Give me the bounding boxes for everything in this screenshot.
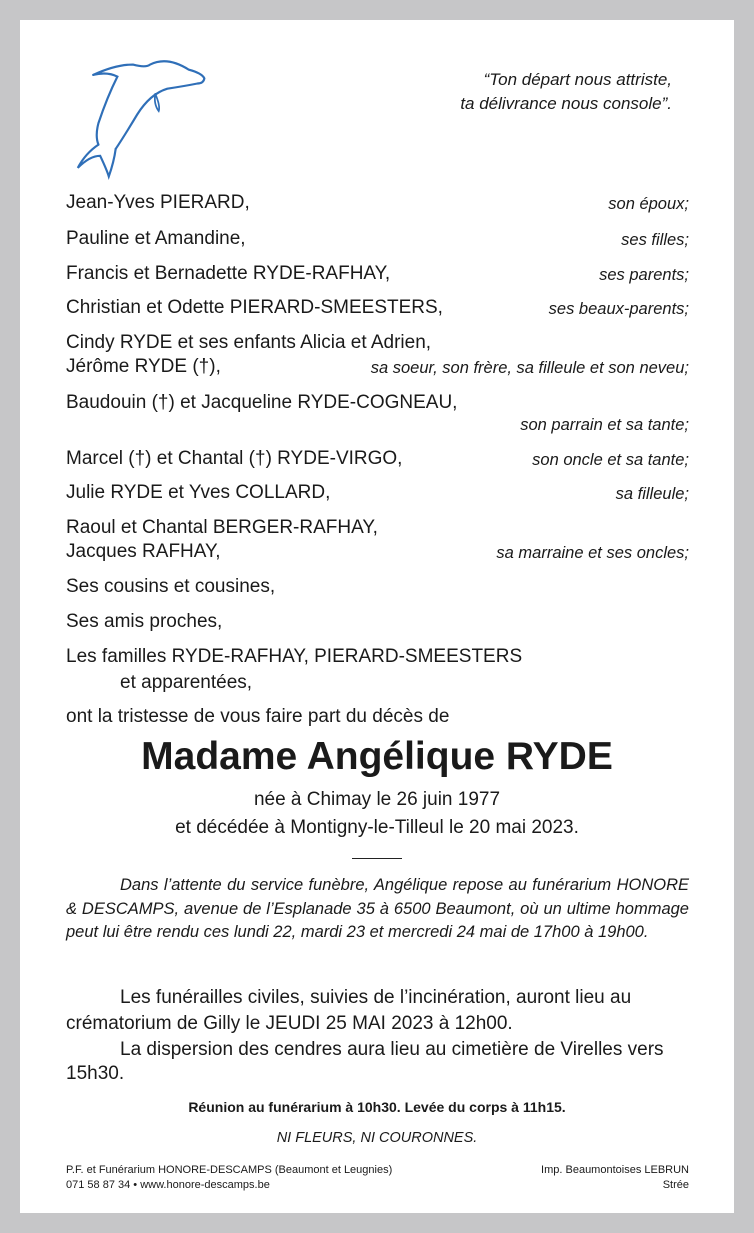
- visitation-text: [66, 874, 689, 945]
- funeral-body: Les funérailles civiles, suivies de l’incinération, auront lieu au crématorium de Gilly le JEUDI 25 MAI 2023 à 12h00.: [66, 987, 632, 1034]
- dispersion-text: [66, 1038, 689, 1086]
- divider: [352, 858, 402, 859]
- family-name: Cindy RYDE et ses enfants Alicia et Adrien,: [66, 332, 432, 353]
- family-name: Jean-Yves PIERARD,: [66, 192, 250, 213]
- family-relation: son oncle et sa tante;: [532, 451, 689, 469]
- announcement: ont la tristesse de vous faire part du décès de: [66, 706, 450, 727]
- family-name: Jérôme RYDE (†),: [66, 356, 221, 377]
- family-name: Francis et Bernadette RYDE-RAFHAY,: [66, 263, 391, 284]
- family-name: Les familles RYDE-RAFHAY, PIERARD-SMEESTERS: [66, 646, 523, 667]
- family-relation: ses beaux-parents;: [548, 300, 689, 318]
- birth-info: née à Chimay le 26 juin 1977: [253, 789, 501, 810]
- funeral-text: [66, 985, 689, 1037]
- family-name: Baudouin (†) et Jacqueline RYDE-COGNEAU,: [66, 392, 458, 413]
- quote: [460, 68, 672, 116]
- funeral-home-info: [66, 1163, 392, 1193]
- family-relation: sa soeur, son frère, sa filleule et son neveu;: [370, 359, 689, 377]
- footer-line: P.F. et Funérarium HONORE-DESCAMPS (Beaumont et Leugnies): [66, 1164, 393, 1176]
- family-name: Pauline et Amandine,: [66, 228, 246, 249]
- death-info: et décédée à Montigny-le-Tilleul le 20 mai 2023.: [175, 817, 579, 838]
- dispersion-body: La dispersion des cendres aura lieu au cimetière de Virelles vers 15h30.: [66, 1039, 664, 1084]
- meeting-info: Réunion au funérarium à 10h30. Levée du corps à 11h15.: [188, 1099, 566, 1115]
- family-relation: ses parents;: [599, 266, 689, 284]
- family-name: Ses amis proches,: [66, 611, 223, 632]
- quote-line: “Ton départ nous attriste,: [483, 70, 672, 89]
- dolphin-icon: [64, 42, 219, 187]
- family-relation: son époux;: [608, 195, 689, 213]
- family-relation: sa filleule;: [615, 485, 689, 503]
- visitation-body: Dans l’attente du service funèbre, Angélique repose au funérarium HONORE & DESCAMPS, avenue de l’Esplanade 35 à 6500 Beaumont, où un ultime hommage peut lui être rendu ces lundi 22, mardi 23 et mercredi 24 mai de 17h00 à 19h00.: [66, 876, 689, 942]
- no-flowers: NI FLEURS, NI COURONNES.: [276, 1130, 478, 1146]
- family-name: Marcel (†) et Chantal (†) RYDE-VIRGO,: [66, 448, 403, 469]
- family-relation: son parrain et sa tante;: [520, 416, 689, 434]
- footer-line: Strée: [662, 1179, 689, 1191]
- family-name: et apparentées,: [120, 672, 253, 693]
- family-name: Julie RYDE et Yves COLLARD,: [66, 482, 331, 503]
- printer-info: [541, 1163, 689, 1193]
- family-name: Ses cousins et cousines,: [66, 576, 276, 597]
- quote-line: ta délivrance nous console”.: [460, 94, 672, 113]
- footer-line: Imp. Beaumontoises LEBRUN: [541, 1164, 689, 1176]
- footer-line: 071 58 87 34 • www.honore-descamps.be: [66, 1179, 270, 1191]
- family-name: Jacques RAFHAY,: [66, 541, 221, 562]
- family-name: Christian et Odette PIERARD-SMEESTERS,: [66, 297, 443, 318]
- deceased-name: Madame Angélique RYDE: [141, 735, 613, 778]
- family-name: Raoul et Chantal BERGER-RAFHAY,: [66, 517, 378, 538]
- obituary-card: [20, 20, 734, 1213]
- family-relation: sa marraine et ses oncles;: [496, 544, 689, 562]
- family-relation: ses filles;: [621, 231, 689, 249]
